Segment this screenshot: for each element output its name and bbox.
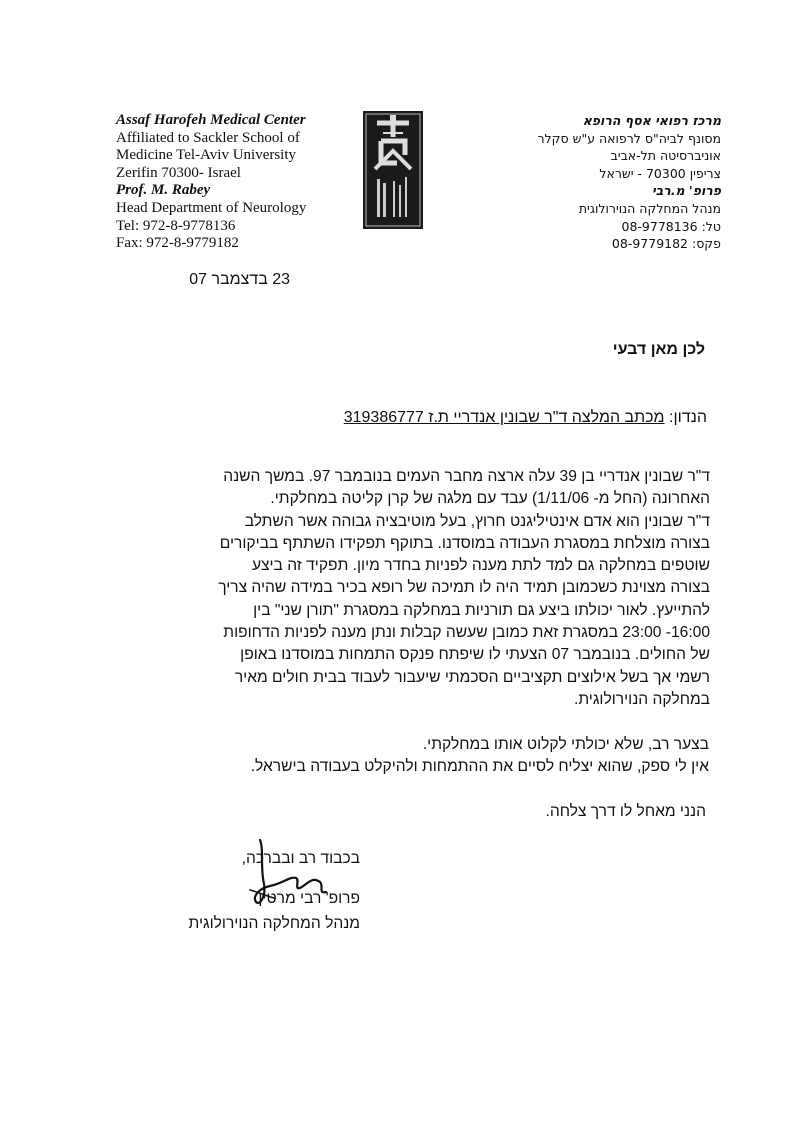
address-en: Zerifin 70300- Israel [116, 164, 241, 181]
department-en: Head Department of Neurology [116, 199, 307, 216]
tel-en: Tel: 972-8-9778136 [116, 217, 236, 234]
body-line: שוטפים במחלקה גם למד לתת מענה לפניות בחדר מיון. תפקיד זה ביצע [251, 557, 710, 575]
affiliation-line-1-he: מסונף לביה"ס לרפואה ע"ש סקלר [537, 130, 721, 146]
subject-text: מכתב המלצה ד"ר שבונין אנדריי ת.ז 319386777 [343, 409, 665, 426]
fax-he: פקס: 08-9779182 [611, 236, 721, 252]
body-line: 16:00- 23:00 במסגרת זאת כמובן שעשה קבלות ונתן מענה לפניות הדחופות [223, 624, 710, 642]
signer-title: מנהל המחלקה הנוירולוגית [188, 915, 360, 932]
fax-en: Fax: 972-8-9779182 [116, 235, 239, 252]
head-name-en: Prof. M. Rabey [116, 182, 211, 199]
subject-line [344, 409, 707, 427]
body-line: להתייעץ. לאור יכולתו ביצע גם תורניות במחלקה במסגרת "תורן שני" בין [253, 601, 710, 619]
handwritten-signature-icon [230, 836, 340, 912]
letter-date: 23 בדצמבר 07 [189, 271, 290, 288]
body-line: ד"ר שבונין אנדריי בן 39 עלה ארצה מחבר העמים בנובמבר 97. במשך השנה [223, 468, 710, 485]
affiliation-line-2-en: Medicine Tel-Aviv University [116, 147, 297, 164]
letter-body [110, 466, 710, 711]
body-line: האחרונה (החל מ- 1/11/06) עבד עם מלגה של קרן קליטה במחלקתי. [270, 490, 710, 508]
body-line: ד"ר שבונין הוא אדם אינטיליגנט חרוץ, בעל מוטיבציה גבוהה אשר השתלב [244, 512, 710, 530]
closing-paragraph [251, 734, 709, 779]
body-line: בצורה מוצלחת במסגרת העבודה במוסדנו. בתוקף תפקידו השתתף בביקורים [219, 534, 710, 552]
signer-name: פרופ' רבי מרטין [258, 890, 360, 907]
assaf-harofeh-logo-icon [363, 111, 423, 229]
english-letterhead [116, 112, 346, 253]
subject-label: הנדון: [669, 409, 707, 426]
body-line: רשמי אך בשל אילוצים תקציביים הסכמתי שיעבור לעבוד בבית חולים מאיר [234, 668, 710, 686]
affiliation-line-1-en: Affiliated to Sackler School of [116, 129, 300, 146]
closing-line: בצער רב, שלא יכולתי לקלוט אותו במחלקתי. [422, 736, 709, 753]
good-wishes-line: הנני מאחל לו דרך צלחה. [545, 803, 706, 820]
address-he: צריפין 70300 - ישראל [599, 165, 721, 181]
department-he: מנהל המחלקה הנוירולוגית [578, 200, 721, 216]
institution-name-en: Assaf Harofeh Medical Center [116, 112, 306, 128]
affiliation-line-2-he: אוניברסיטה תל-אביב [610, 148, 721, 164]
institution-name-he: מרכז רפואי אסף הרופא [582, 113, 721, 128]
signoff-greeting: בכבוד רב ובברכה, [241, 850, 360, 867]
body-line: של החולים. בנובמבר 07 הצעתי לו שיפתח פנקס התמחות במוסדנו באופן [240, 646, 710, 664]
head-name-he: פרופ' מ.רבי [651, 183, 721, 199]
recipient-line: לכן מאן דבעי [612, 341, 705, 358]
hebrew-letterhead [481, 112, 721, 253]
body-line: בצורה מצוינת כשכמובן תמיד היה לו תמיכה של רופא בכיר במידה שהיה צריך [218, 579, 710, 597]
tel-he: טל: 08-9778136 [621, 218, 721, 234]
closing-line: אין לי ספק, שהוא יצליח לסיים את ההתמחות ולהיקלט בעבודה בישראל. [250, 758, 709, 776]
body-line: במחלקה הנוירולוגית. [573, 690, 710, 708]
